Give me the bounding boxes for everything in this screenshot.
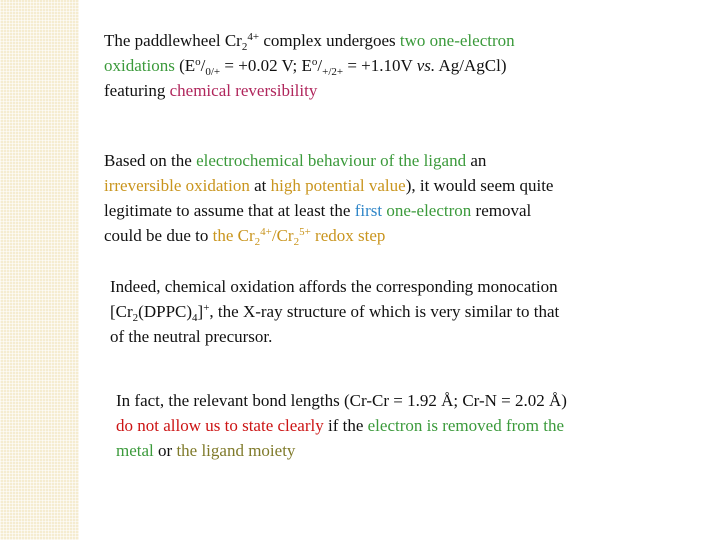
text-segment: at xyxy=(249,176,271,195)
superscript: 5+ xyxy=(299,226,311,238)
highlight-orange xyxy=(212,226,386,248)
highlight-green: oxidations xyxy=(104,56,175,75)
text-segment: [Cr xyxy=(110,302,133,321)
subscript: 0/+ xyxy=(205,66,221,78)
text-segment: ] xyxy=(197,302,204,321)
subscript: 2 xyxy=(132,312,139,324)
text-segment: legitimate to assume that at least the xyxy=(104,201,355,220)
text-segment: redox step xyxy=(310,226,386,245)
text-segment: could be due to xyxy=(104,226,213,245)
superscript: + xyxy=(203,302,210,314)
text-segment: , the X-ray structure of which is very similar to that xyxy=(209,302,560,321)
text-segment: Ag/Ag xyxy=(435,56,485,75)
text-segment: Indeed, chemical oxidation affords the corresponding monocation xyxy=(110,277,558,296)
text-segment: Cl) xyxy=(484,56,507,75)
highlight-orange: irreversible oxidation xyxy=(104,176,250,195)
text-line xyxy=(104,173,553,198)
text-segment: = +1.10V xyxy=(343,56,417,75)
superscript: 4+ xyxy=(260,226,272,238)
highlight-olive: the ligand moiety xyxy=(176,441,296,460)
text-segment: featuring xyxy=(104,81,170,100)
highlight-blue: first xyxy=(354,201,383,220)
text-line xyxy=(116,388,567,413)
text-segment: of the neutral precursor. xyxy=(110,327,273,346)
text-segment: an xyxy=(466,151,487,170)
subscript: 2 xyxy=(293,236,300,248)
highlight-red: do not allow us to state clearly xyxy=(116,416,324,435)
text-segment: /Cr xyxy=(271,226,294,245)
text-segment: Based on the xyxy=(104,151,197,170)
subscript: 2 xyxy=(241,41,248,53)
subscript: 2 xyxy=(254,236,261,248)
highlight-green: electron is removed from the xyxy=(367,416,565,435)
highlight-magenta: chemical reversibility xyxy=(169,81,318,100)
highlight-green: metal xyxy=(116,441,154,460)
text-line xyxy=(104,78,515,103)
paragraph-oxidations xyxy=(104,28,515,103)
highlight-green: electrochemical behaviour of the ligand xyxy=(196,151,467,170)
subscript: 4 xyxy=(192,312,198,324)
paragraph-chemical-oxidation xyxy=(110,274,559,349)
text-segment: (DPPC) xyxy=(138,302,193,321)
text-line xyxy=(104,53,515,78)
text-segment: if the xyxy=(323,416,368,435)
text-segment: In fact, the relevant bond lengths (Cr-Cr = 1.92 Å; Cr-N = 2.02 Å) xyxy=(116,391,567,410)
text-line xyxy=(110,274,559,299)
text-line xyxy=(110,299,559,324)
text-line xyxy=(104,28,515,53)
superscript: 4+ xyxy=(247,31,260,43)
text-segment: = +0.02 V; E xyxy=(220,56,312,75)
superscript: o xyxy=(311,56,318,68)
text-line xyxy=(104,148,553,173)
paragraph-bond-lengths xyxy=(116,388,567,463)
text-line xyxy=(104,198,553,223)
text-segment: complex undergoes xyxy=(259,31,400,50)
text-segment: or xyxy=(153,441,177,460)
italic-text: vs. xyxy=(416,56,436,75)
decorative-side-strip xyxy=(0,0,79,540)
text-line xyxy=(104,223,553,248)
subscript: +/2+ xyxy=(322,66,344,78)
text-line xyxy=(116,438,567,463)
text-line xyxy=(110,324,559,349)
text-segment: the Cr xyxy=(212,226,255,245)
superscript: o xyxy=(195,56,201,68)
text-segment: / xyxy=(200,56,206,75)
text-segment: ), it would seem quite xyxy=(405,176,554,195)
paragraph-ligand-behaviour xyxy=(104,148,553,248)
text-segment: removal xyxy=(471,201,532,220)
highlight-orange: high potential value xyxy=(270,176,406,195)
text-line xyxy=(116,413,567,438)
highlight-green: two one-electron xyxy=(399,31,515,50)
text-segment: / xyxy=(317,56,323,75)
highlight-green: one-electron xyxy=(386,201,472,220)
text-segment: The paddlewheel Cr xyxy=(104,31,242,50)
text-segment: (E xyxy=(174,56,196,75)
